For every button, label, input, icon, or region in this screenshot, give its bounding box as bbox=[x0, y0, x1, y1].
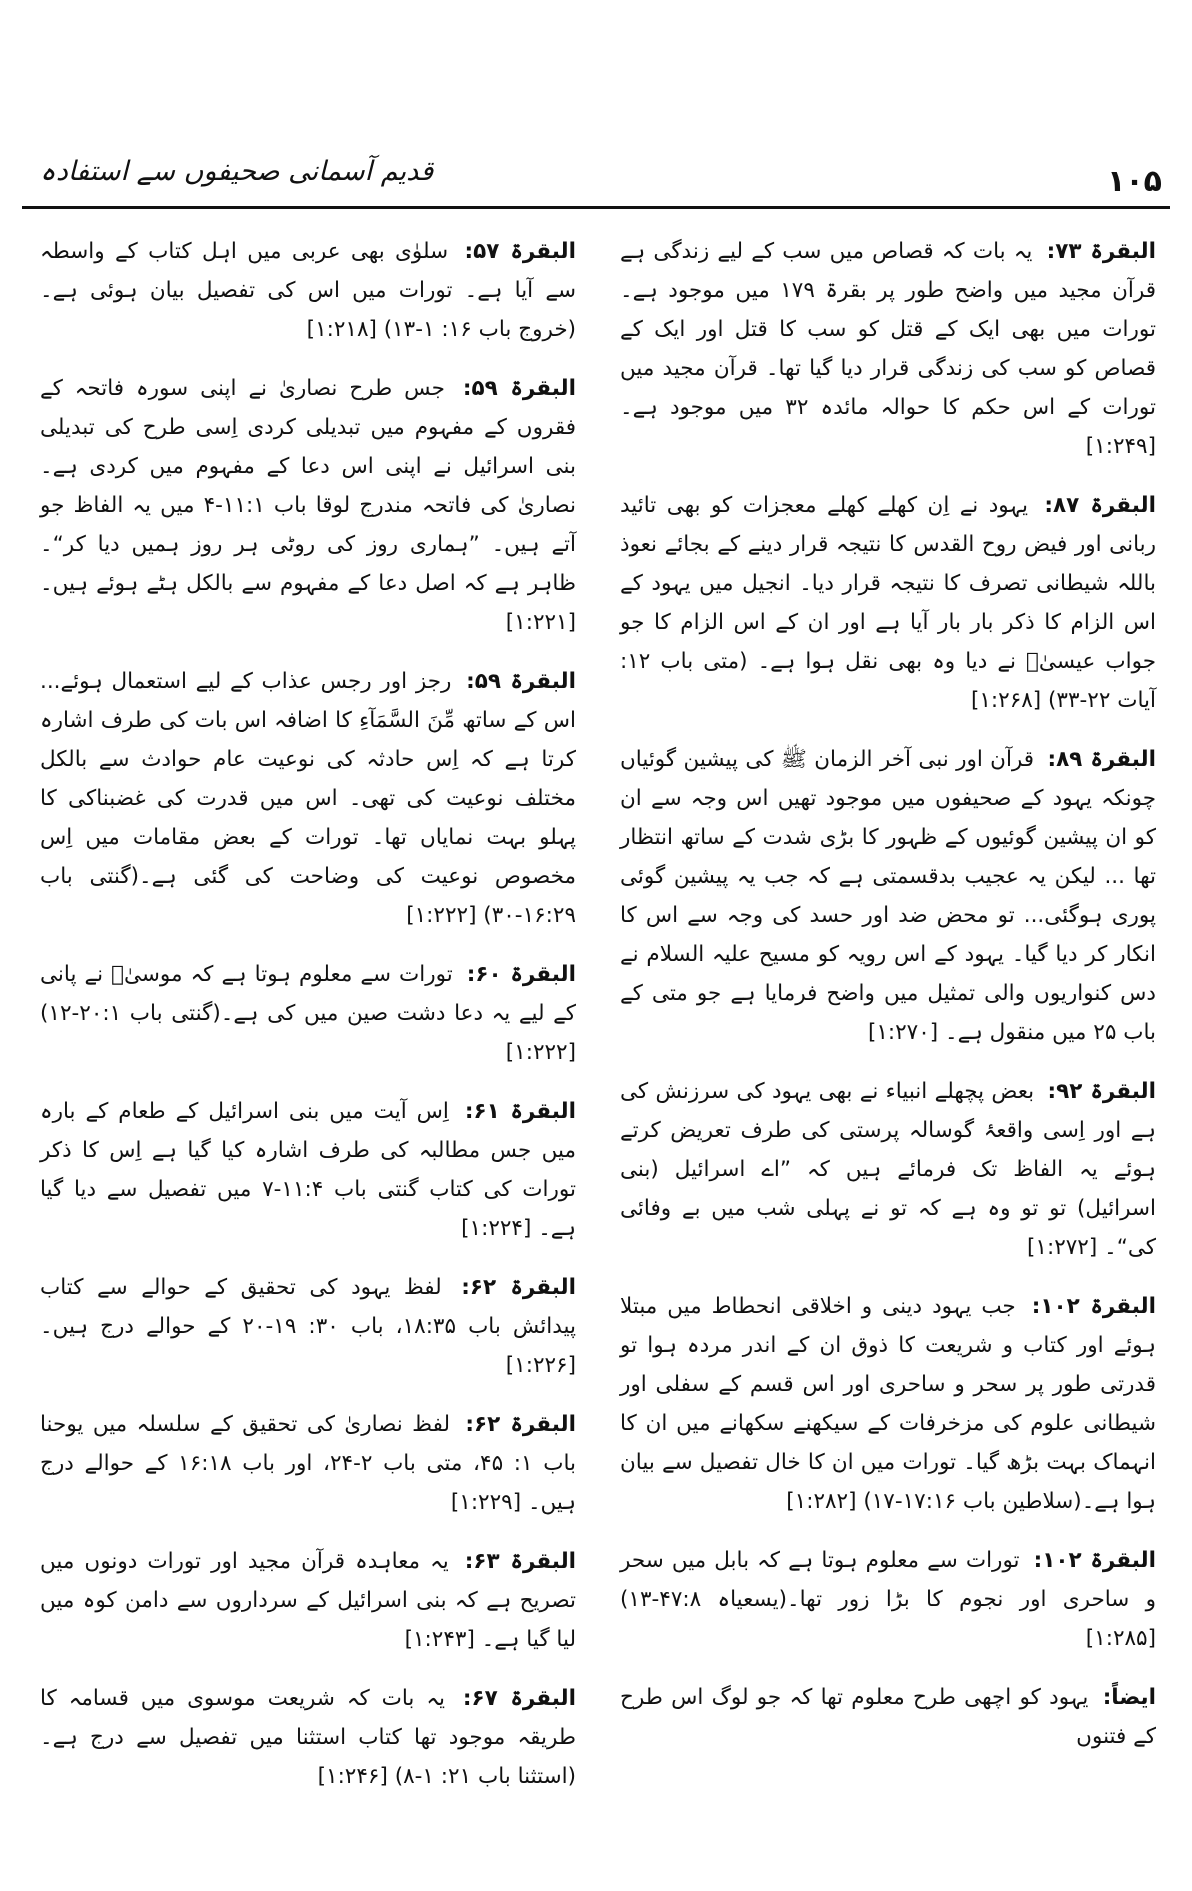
citation: [۱:۲۱۸] bbox=[306, 317, 377, 342]
entry-text: رجز اور رجس عذاب کے لیے استعمال ہوئے... اس کے ساتھ مِّنَ السَّمَآءِ کا اضافہ اس بات کی طرف اشارہ کرتا ہے کہ اِس حادثہ کی نوعیت عام حوادث سے بالکل مختلف نوعیت کی تھی۔ اس میں قدرت کی غضبناکی کا پہلو بہت نمایاں تھا۔ تورات کے بعض مقامات میں اِس مخصوص نوعیت کی وضاحت کی گئی ہے۔(گنتی باب ۱۶:۲۹-۳۰) bbox=[40, 669, 576, 928]
citation: [۱:۲۴۳] bbox=[404, 1627, 475, 1652]
entry-text: یہ بات کہ قصاص میں سب کے لیے زندگی ہے قرآن مجید میں واضح طور پر بقرۃ ۱۷۹ میں موجود ہے۔ تورات میں بھی ایک کے قتل کو سب کا قتل اور ایک کے قصاص کو سب کی زندگی قرار دیا گیا تھا۔ قرآن مجید میں تورات کے اس حکم کا حوالہ مائدہ ۳۲ میں موجود ہے۔ bbox=[620, 239, 1157, 420]
entry-text: یہود نے اِن کھلے کھلے معجزات کو بھی تائید ربانی اور فیض روح القدس کا نتیجہ قرار دینے کے بجائے نعوذ باللہ شیطانی تصرف کا نتیجہ قرار دیا۔ انجیل میں یہود کے اس الزام کا ذکر بار بار آیا ہے اور ان کے اس الزام کا جو جواب عیسیٰؑ نے دیا وہ بھی نقل ہوا ہے۔ (متی باب ۱۲: آیات ۲۲-۳۳) bbox=[620, 493, 1156, 713]
left-column bbox=[620, 232, 1157, 1749]
verse-reference: البقرۃ ۶۷: bbox=[462, 1686, 576, 1711]
commentary-entry bbox=[40, 1542, 576, 1659]
citation: [۱:۲۸۲] bbox=[786, 1489, 857, 1514]
running-title: قدیم آسمانی صحیفوں سے استفادہ bbox=[40, 156, 434, 187]
commentary-entry bbox=[620, 1678, 1156, 1756]
citation: [۱:۲۴۹] bbox=[1085, 434, 1156, 459]
page-header bbox=[22, 150, 1170, 208]
entry-text: یہود کو اچھی طرح معلوم تھا کہ جو لوگ اس طرح کے فتنوں bbox=[620, 1685, 1156, 1749]
entry-text: یہ بات کہ شریعت موسوی میں قسامہ کا طریقہ موجود تھا کتاب استثنا میں تفصیل سے درج ہے۔ (استثنا باب ۲۱: ۱-۸) bbox=[40, 1686, 576, 1789]
verse-reference: البقرۃ ۵۹: bbox=[466, 669, 576, 694]
commentary-entry bbox=[620, 1072, 1156, 1267]
verse-reference: البقرۃ ۶۲: bbox=[461, 1275, 576, 1300]
citation: [۱:۲۴۶] bbox=[317, 1764, 388, 1789]
verse-reference: البقرۃ ۱۰۲: bbox=[1033, 1548, 1156, 1573]
citation: [۱:۲۷۲] bbox=[1027, 1235, 1098, 1260]
header-rule bbox=[22, 206, 1170, 209]
commentary-entry bbox=[40, 1092, 576, 1248]
verse-reference: البقرۃ ۸۷: bbox=[1044, 493, 1157, 518]
entry-text: یہ معاہدہ قرآن مجید اور تورات دونوں میں تصریح ہے کہ بنی اسرائیل کے سرداروں سے دامن کوہ میں لیا گیا ہے۔ bbox=[40, 1549, 576, 1652]
citation: [۱:۲۸۵] bbox=[1085, 1626, 1156, 1651]
citation: [۱:۲۲۴] bbox=[461, 1216, 532, 1241]
citation: [۱:۲۲۶] bbox=[505, 1353, 576, 1378]
entry-text: جب یہود دینی و اخلاقی انحطاط میں مبتلا ہوئے اور کتاب و شریعت کا ذوق ان کے اندر مردہ ہوا تو قدرتی طور پر سحر و ساحری اور اس قسم کے سفلی اور شیطانی علوم کی مزخرفات کے سیکھنے سکھانے میں ان کا انہماک بہت بڑھ گیا۔ تورات میں ان کا خال تفصیل سے بیان ہوا ہے۔(سلاطین باب ۱۷:۱۶-۱۷) bbox=[620, 1294, 1156, 1514]
commentary-entry bbox=[620, 486, 1156, 720]
commentary-entry bbox=[620, 1287, 1156, 1521]
commentary-entry bbox=[620, 1541, 1156, 1658]
citation: [۱:۲۲۹] bbox=[450, 1490, 522, 1515]
verse-reference: البقرۃ ۱۰۲: bbox=[1031, 1294, 1156, 1319]
entry-text: قرآن اور نبی آخر الزمان ﷺ کی پیشین گوئیاں چونکہ یہود کے صحیفوں میں موجود تھیں اس وجہ سے ان کو ان پیشین گوئیوں کے ظہور کا بڑی شدت کے ساتھ انتظار تھا ... لیکن یہ عجیب بدقسمتی ہے کہ جب یہ پیشین گوئی پوری ہوگئی... تو محض ضد اور حسد کی وجہ سے اس کا انکار کر دیا گیا۔ یہود کے اس رویہ کو مسیح علیہ السلام نے دس کنواریوں والی تمثیل میں واضح فرمایا ہے جو متی کے باب ۲۵ میں منقول ہے۔ bbox=[620, 747, 1156, 1045]
entry-text: تورات سے معلوم ہوتا ہے کہ بابل میں سحر و ساحری اور نجوم کا بڑا زور تھا۔(یسعیاہ ۴۷:۸-۱۳) bbox=[620, 1548, 1156, 1612]
commentary-entry bbox=[40, 1679, 576, 1796]
commentary-entry bbox=[40, 369, 576, 642]
verse-reference: البقرۃ ۶۰: bbox=[466, 962, 576, 987]
entry-text: لفظ نصاریٰ کی تحقیق کے سلسلہ میں یوحنا باب ۱: ۴۵، متی باب ۲-۲۴، اور باب ۱۶:۱۸ کے حوالے درج ہیں۔ bbox=[40, 1412, 576, 1515]
right-column bbox=[40, 232, 577, 1789]
commentary-entry bbox=[620, 232, 1156, 466]
commentary-entry bbox=[40, 662, 576, 935]
two-column-body bbox=[40, 232, 1157, 1789]
commentary-entry bbox=[40, 1268, 576, 1385]
entry-text: جس طرح نصاریٰ نے اپنی سورہ فاتحہ کے فقروں کے مفہوم میں تبدیلی کردی اِسی طرح کی تبدیلی بنی اسرائیل نے اپنی اس دعا کے مفہوم میں کردی ہے۔ نصاریٰ کی فاتحہ مندرج لوقا باب ۱۱:۱-۴ میں یہ الفاظ جو آتے ہیں۔ ”ہماری روز کی روٹی ہر روز ہمیں دیا کر“۔ ظاہر ہے کہ اصل دعا کے مفہوم سے بالکل ہٹے ہوئے ہیں۔ bbox=[40, 376, 576, 596]
citation: [۱:۲۷۰] bbox=[867, 1020, 939, 1045]
verse-reference: البقرۃ ۷۳: bbox=[1046, 239, 1156, 264]
citation: [۱:۲۶۸] bbox=[970, 688, 1042, 713]
entry-text: اِس آیت میں بنی اسرائیل کے طعام کے بارہ میں جس مطالبہ کی طرف اشارہ کیا گیا ہے اِس کا ذکر تورات کی کتاب گنتی باب ۱۱:۴-۷ میں تفصیل سے دیا گیا ہے۔ bbox=[40, 1099, 576, 1241]
verse-reference: ایضاً: bbox=[1102, 1685, 1156, 1710]
commentary-entry bbox=[40, 955, 576, 1072]
citation: [۱:۲۲۲] bbox=[406, 903, 477, 928]
citation: [۱:۲۲۲] bbox=[505, 1040, 576, 1065]
commentary-entry bbox=[620, 740, 1156, 1052]
verse-reference: البقرۃ ۹۲: bbox=[1047, 1079, 1156, 1104]
verse-reference: البقرۃ ۵۷: bbox=[464, 239, 576, 264]
citation: [۱:۲۲۱] bbox=[505, 610, 576, 635]
verse-reference: البقرۃ ۶۱: bbox=[464, 1099, 576, 1124]
verse-reference: البقرۃ ۵۹: bbox=[462, 376, 576, 401]
verse-reference: البقرۃ ۶۳: bbox=[464, 1549, 577, 1574]
commentary-entry bbox=[40, 232, 576, 349]
verse-reference: البقرۃ ۶۲: bbox=[465, 1412, 576, 1437]
entry-text: لفظ یہود کی تحقیق کے حوالے سے کتاب پیدائش باب ۱۸:۳۵، باب ۳۰: ۱۹-۲۰ کے حوالے درج ہیں۔ bbox=[40, 1275, 577, 1339]
entry-text: بعض پچھلے انبیاء نے بھی یہود کی سرزنش کی ہے اور اِسی واقعۂ گوسالہ پرستی کی طرف تعریض کرتے ہوئے یہ الفاظ تک فرمائے ہیں کہ ”اے اسرائیل (بنی اسرائیل) تو تو وہ ہے کہ تو نے پہلی شب میں بے وفائی کی“۔ bbox=[620, 1079, 1156, 1260]
verse-reference: البقرۃ ۸۹: bbox=[1047, 747, 1156, 772]
entry-text: سلوٰی بھی عربی میں اہل کتاب کے واسطہ سے آیا ہے۔ تورات میں اس کی تفصیل بیان ہوئی ہے۔(خروج باب ۱۶: ۱-۱۳) bbox=[40, 239, 576, 342]
entry-text: تورات سے معلوم ہوتا ہے کہ موسیٰؑ نے پانی کے لیے یہ دعا دشت صین میں کی ہے۔(گنتی باب ۲۰:۱-۱۲) bbox=[40, 962, 576, 1026]
commentary-entry bbox=[40, 1405, 576, 1522]
page-number: ۱۰۵ bbox=[1107, 164, 1162, 199]
